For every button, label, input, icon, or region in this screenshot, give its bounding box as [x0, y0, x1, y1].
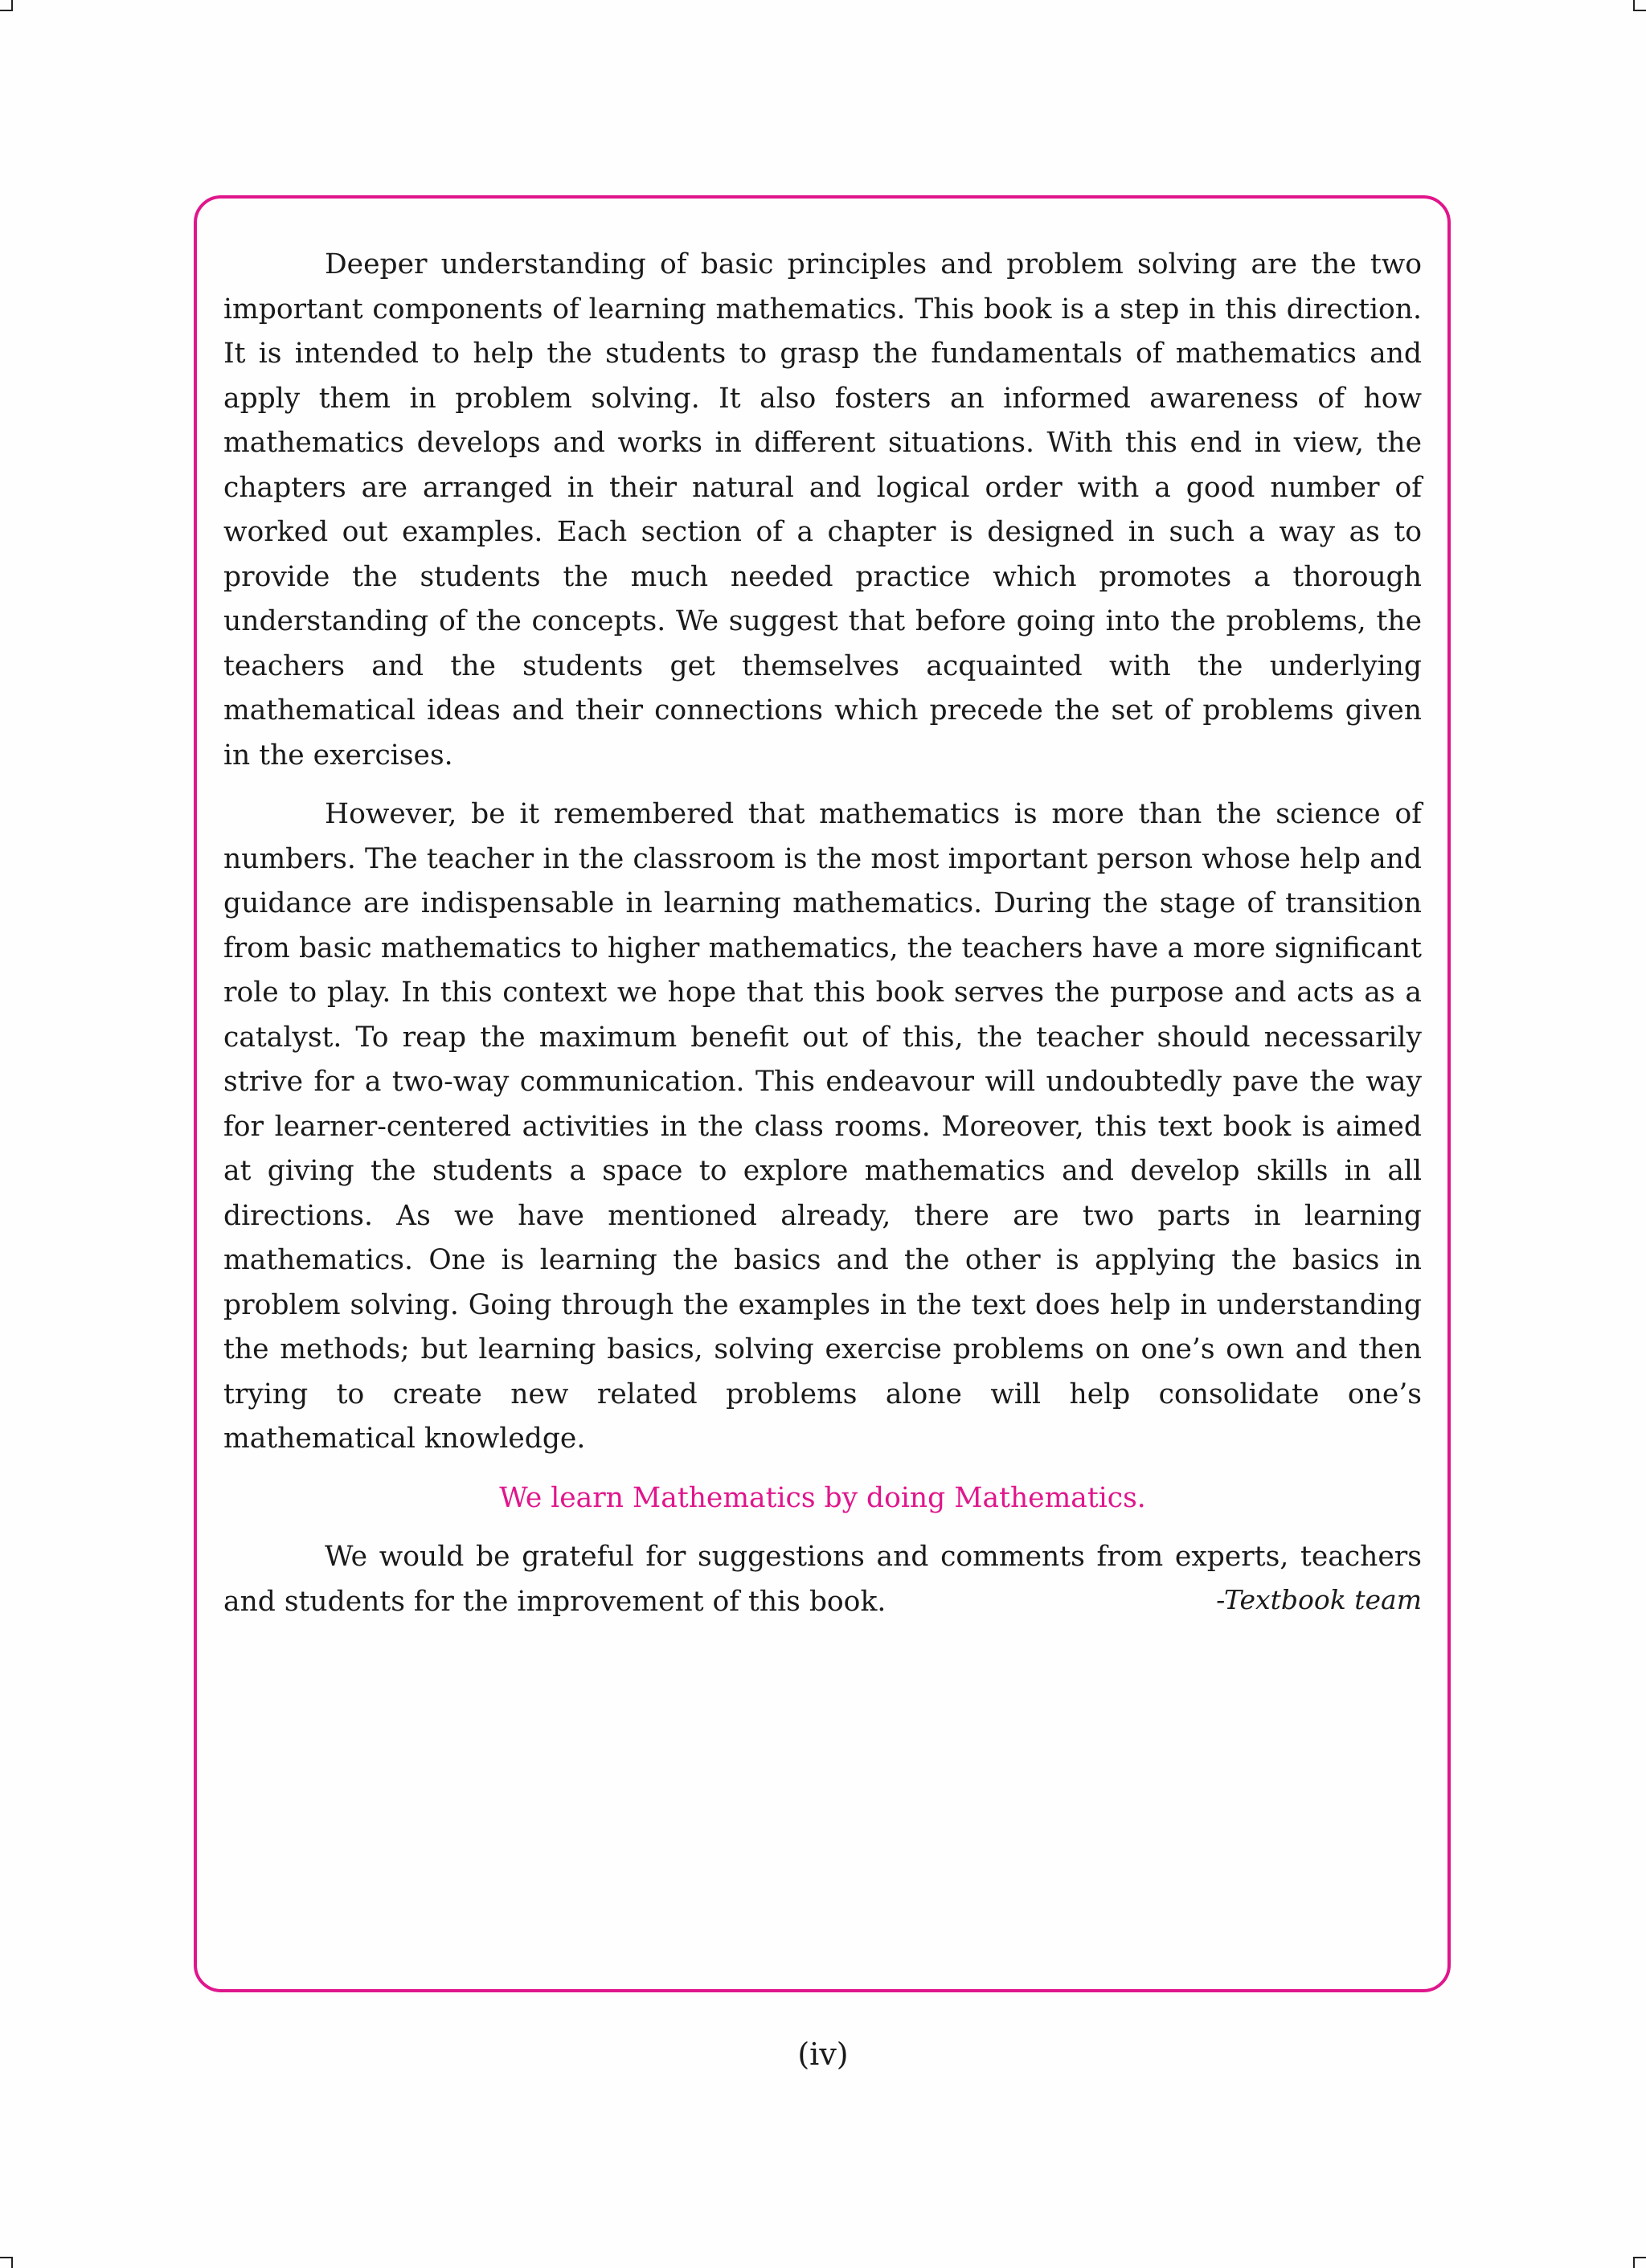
preface-paragraph-2: However, be it remembered that mathematics is more than the science of numbers. The teacher in the classroom is the most important person whose help and guidance are indispensable in learning mathematics. During the stage of transition from basic mathematics to higher mathematics, the teachers have a more significant role to play. In this context we hope that this book serves the purpose and acts as a catalyst. To reap the maximum benefit out of this, the teacher should necessarily strive for a two-way communication. This endeavour will undoubtedly pave the way for learner-centered activities in the class rooms. Moreover, this text book is aimed at giving the students a space to explore mathematics and develop skills in all directions. As we have mentioned already, there are two parts in learning mathematics. One is learning the basics and the other is applying the basics in problem solving. Going through the examples in the text does help in understanding the methods; but learning basics, solving exercise problems on one’s own and then trying to create new related problems alone will help consolidate one’s mathematical knowledge. — [223, 798, 1422, 1455]
preface-paragraph-1: Deeper understanding of basic principles and problem solving are the two important components of learning mathematics. This book is a step in this direction. It is intended to help the students to grasp the fundamentals of mathematics and apply them in problem solving. It also fosters an informed awareness of how mathematics develops and works in different situations. With this end in view, the chapters are arranged in their natural and logical order with a good number of worked out examples. Each section of a chapter is designed in such a way as to provide the students the much needed practice which promotes a thorough understanding of the concepts. We suggest that before going into the problems, the teachers and the students get themselves acquainted with the underlying mathematical ideas and their connections which precede the set of problems given in the exercises. — [223, 248, 1422, 772]
crop-mark-bottom-left — [0, 2257, 13, 2268]
preface-signature: -Textbook team — [1216, 1584, 1422, 1615]
preface-closing: We would be grateful for suggestions and comments from experts, teachers and students for the improvement of this book. — [223, 1541, 1422, 1618]
preface-content — [223, 243, 1422, 1639]
crop-mark-top-left — [0, 0, 13, 11]
crop-mark-bottom-right — [1633, 2257, 1646, 2268]
crop-mark-top-right — [1633, 0, 1646, 11]
preface-motto: We learn Mathematics by doing Mathematics. — [499, 1481, 1146, 1514]
page-number: (iv) — [797, 2037, 849, 2072]
